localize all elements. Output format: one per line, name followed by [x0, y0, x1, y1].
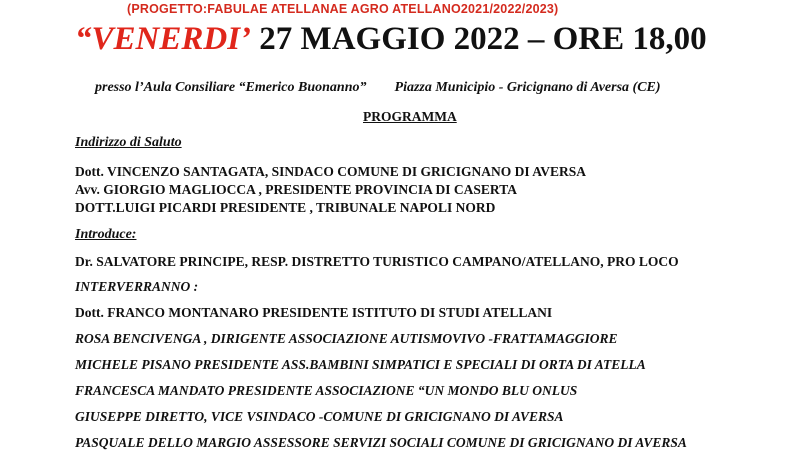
speaker-item: ROSA BENCIVENGA , DIRIGENTE ASSOCIAZIONE AUTISMOVIVO -FRATTAMAGGIORE — [75, 331, 618, 346]
saluto-heading: Indirizzo di Saluto — [75, 135, 182, 150]
speaker-item: FRANCESCA MANDATO PRESIDENTE ASSOCIAZIONE “UN MONDO BLU ONLUS — [75, 383, 578, 398]
saluto-item: Avv. GIORGIO MAGLIOCCA , PRESIDENTE PROVINCIA DI CASERTA — [75, 182, 517, 197]
introduce-speaker: Dr. SALVATORE PRINCIPE, RESP. DISTRETTO TURISTICO CAMPANO/ATELLANO, PRO LOCO — [75, 254, 679, 269]
event-date-time: 27 MAGGIO 2022 – ORE 18,00 — [251, 21, 707, 57]
speaker-item: PASQUALE DELLO MARGIO ASSESSORE SERVIZI SOCIALI COMUNE DI GRICIGNANO DI AVERSA — [75, 435, 687, 450]
speaker-item: MICHELE PISANO PRESIDENTE ASS.BAMBINI SIMPATICI E SPECIALI DI ORTA DI ATELLA — [75, 357, 646, 372]
interverranno-heading: INTERVERRANNO : — [75, 279, 199, 294]
saluto-item: DOTT.LUIGI PICARDI PRESIDENTE , TRIBUNALE NAPOLI NORD — [75, 200, 496, 215]
speaker-item: Dott. FRANCO MONTANARO PRESIDENTE ISTITUTO DI STUDI ATELLANI — [75, 305, 553, 320]
speaker-item: GIUSEPPE DIRETTO, VICE VSINDACO -COMUNE DI GRICIGNANO DI AVERSA — [75, 409, 564, 424]
event-venue: presso l’Aula Consiliare “Emerico Buonanno” — [95, 80, 367, 95]
event-address: Piazza Municipio - Gricignano di Aversa (CE) — [394, 80, 661, 95]
event-day: “VENERDI’ — [75, 21, 252, 57]
saluto-item: Dott. VINCENZO SANTAGATA, SINDACO COMUNE DI GRICIGNANO DI AVERSA — [75, 164, 587, 179]
programma-heading: PROGRAMMA — [363, 109, 457, 124]
introduce-heading: Introduce: — [75, 227, 137, 242]
event-headline — [75, 20, 707, 58]
event-venue-line — [95, 80, 661, 96]
project-title: (PROGETTO:FABULAE ATELLANAE AGRO ATELLANO2021/2022/2023) — [127, 2, 559, 16]
